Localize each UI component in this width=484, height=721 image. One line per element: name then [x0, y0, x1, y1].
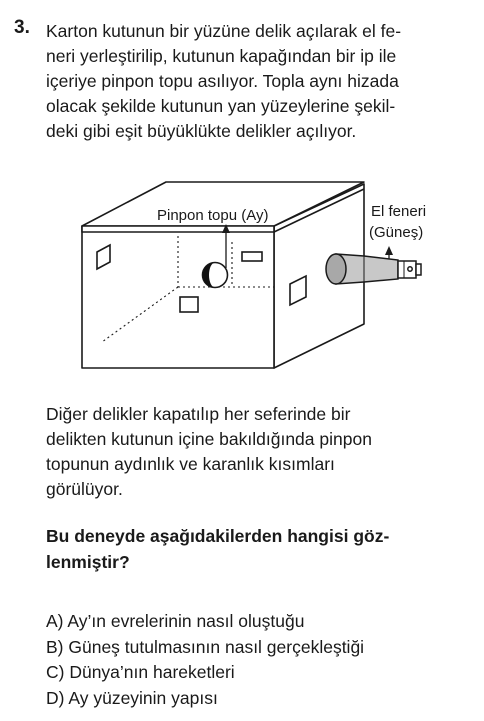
observation-line: delikten kutunun içine bakıldığında pinpon [46, 429, 372, 449]
ball-label: Pinpon topu (Ay) [157, 207, 269, 224]
flashlight-label-line2: (Güneş) [369, 224, 424, 241]
ping-pong-ball [202, 263, 227, 288]
question-intro [46, 19, 474, 144]
prompt-line: lenmiştir? [46, 551, 130, 572]
answer-options [46, 609, 364, 711]
prompt-line: Bu deneyde aşağıdakilerden hangisi göz- [46, 526, 390, 546]
option-d[interactable]: D) Ay yüzeyinin yapısı [46, 687, 218, 708]
box-lid-edge [82, 226, 274, 232]
option-c[interactable]: C) Dünya’nın hareketleri [46, 662, 235, 682]
hole-front [180, 297, 198, 312]
observation-text [46, 402, 474, 502]
observation-line: görülüyor. [46, 479, 123, 499]
option-a[interactable]: A) Ay’ın evrelerinin nasıl oluştuğu [46, 611, 305, 631]
intro-line: Karton kutunun bir yüzüne delik açılarak el fe- [46, 21, 402, 41]
question-number: 3. [14, 17, 30, 38]
observation-line: Diğer delikler kapatılıp her seferinde bir [46, 404, 351, 424]
question-prompt [46, 524, 474, 575]
flashlight-label-line1: El feneri [371, 203, 427, 220]
intro-line: içeriye pinpon topu asılıyor. Topla aynı hizada [46, 71, 399, 91]
option-b[interactable]: B) Güneş tutulmasının nasıl gerçekleştiği [46, 636, 365, 657]
intro-line: deki gibi eşit büyüklükte delikler açılıyor. [46, 121, 357, 141]
observation-line: topunun aydınlık ve karanlık kısımları [46, 454, 335, 474]
experiment-figure [0, 172, 484, 397]
intro-line: olacak şekilde kutunun yan yüzeylerine şekil- [46, 96, 396, 116]
flashlight [326, 254, 421, 284]
intro-line: neri yerleştirilip, kutunun kapağından bir ip ile [46, 46, 397, 66]
hole-top-back [242, 252, 262, 261]
